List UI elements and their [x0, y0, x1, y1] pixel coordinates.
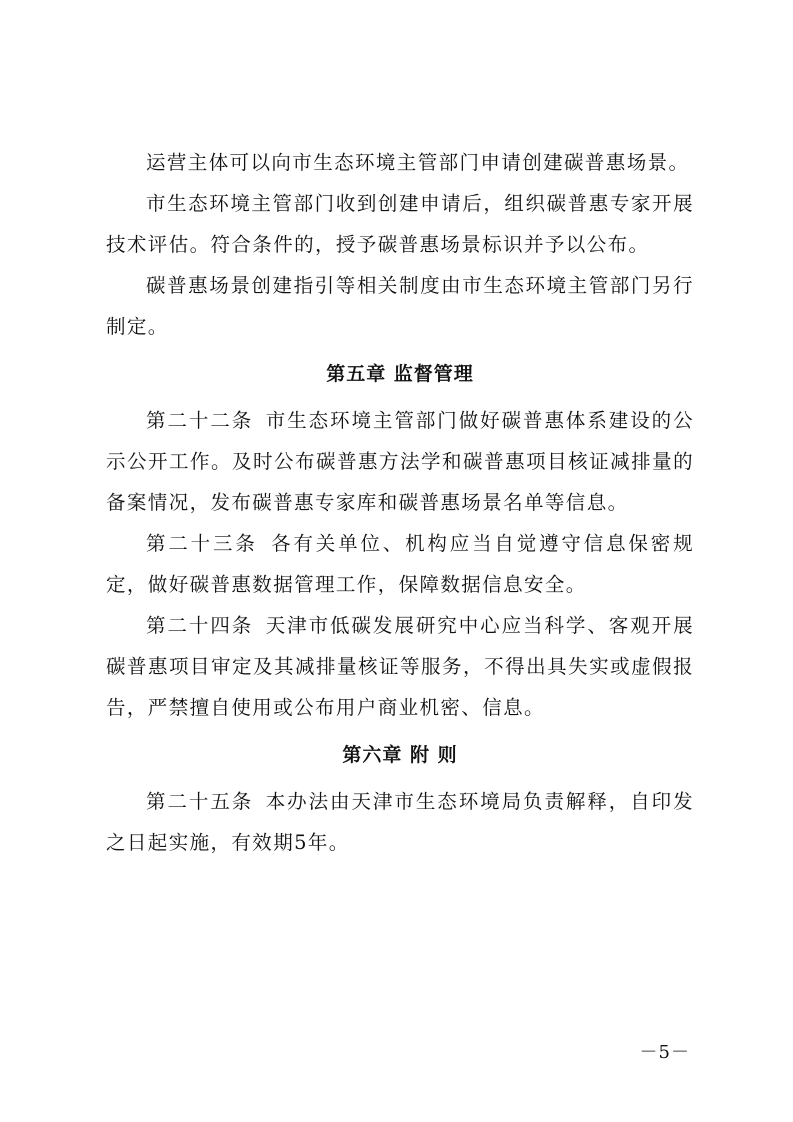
- article-25: [106, 781, 694, 863]
- article-text: 本办法由天津市生态环境局负责解释，自印发之日起实施，有效期5年。: [106, 790, 694, 854]
- article-text: 各有关单位、机构应当自觉遵守信息保密规定，做好碳普惠数据管理工作，保障数据信息安全。: [106, 532, 694, 596]
- document-body: [106, 142, 694, 863]
- chapter-5-heading: 第五章 监督管理: [326, 363, 474, 385]
- page-number: －5－: [639, 1042, 690, 1063]
- paragraph-scene-evaluation: 市生态环境主管部门收到创建申请后，组织碳普惠专家开展技术评估。符合条件的，授予碳普惠场景标识并予以公布。: [106, 192, 694, 256]
- paragraph-scene-application: 运营主体可以向市生态环境主管部门申请创建碳普惠场景。: [146, 151, 690, 174]
- article-24: [106, 605, 694, 728]
- article-22: [106, 400, 694, 523]
- article-label: 第二十二条: [146, 409, 254, 432]
- article-text: 市生态环境主管部门做好碳普惠体系建设的公示公开工作。及时公布碳普惠方法学和碳普惠项目核证减排量的备案情况，发布碳普惠专家库和碳普惠场景名单等信息。: [106, 409, 694, 514]
- article-text: 天津市低碳发展研究中心应当科学、客观开展碳普惠项目审定及其减排量核证等服务，不得出具失实或虚假报告，严禁擅自使用或公布用户商业机密、信息。: [106, 614, 694, 719]
- chapter-6-heading: 第六章 附 则: [342, 744, 458, 766]
- article-label: 第二十三条: [146, 532, 258, 555]
- article-label: 第二十四条: [146, 614, 254, 637]
- article-label: 第二十五条: [146, 790, 254, 813]
- article-23: [106, 523, 694, 605]
- paragraph-scene-guideline: 碳普惠场景创建指引等相关制度由市生态环境主管部门另行制定。: [106, 274, 694, 338]
